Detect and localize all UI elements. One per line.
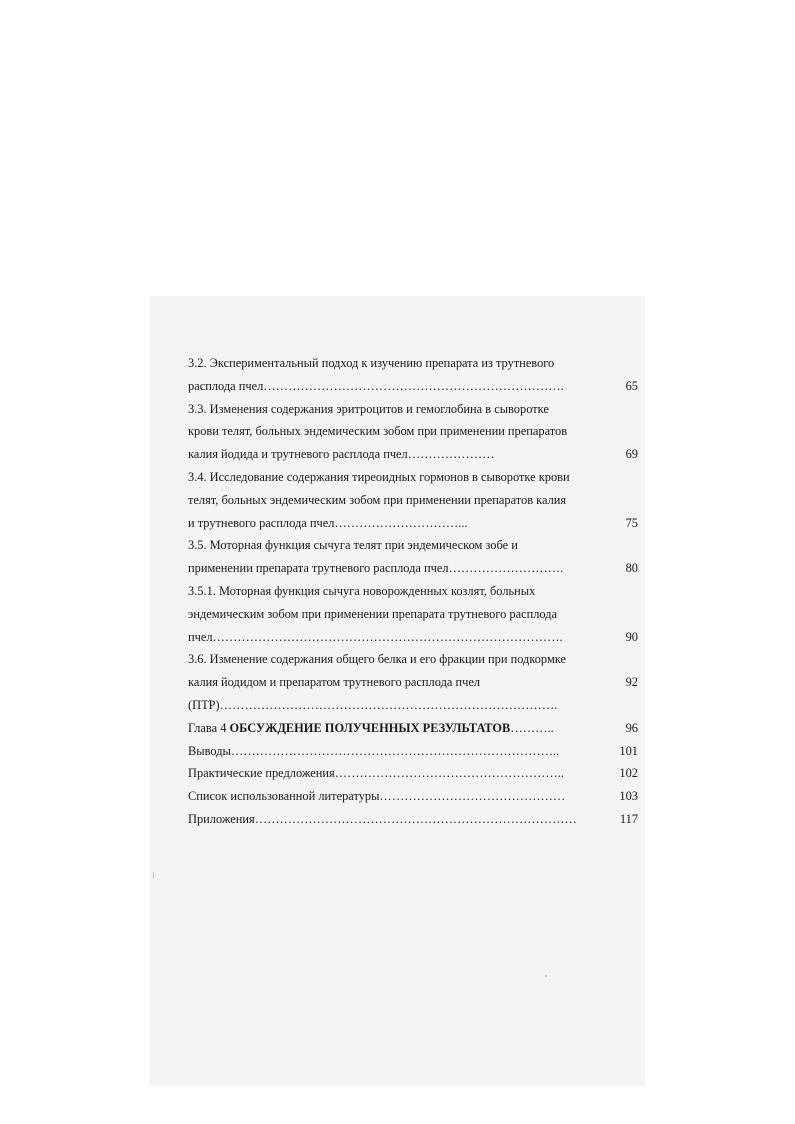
toc-page-number: 80 (625, 561, 638, 576)
scan-speck (153, 872, 154, 878)
toc-line (188, 694, 640, 717)
toc-entry-text: Выводы…………………………………………………………………….. (188, 743, 560, 758)
toc-entry-text: 3.4. Исследование содержания тиреоидных гормонов в сыворотке крови (188, 469, 570, 484)
toc-line (188, 420, 640, 443)
toc-line (188, 375, 640, 398)
toc-line (188, 489, 640, 512)
toc-line (188, 466, 640, 489)
toc-page-number: 101 (619, 743, 638, 758)
toc-line (188, 512, 640, 535)
toc-entry-text: эндемическим зобом при применении препарата трутневого расплода (188, 606, 558, 621)
toc-line (188, 398, 640, 421)
toc-line (188, 534, 640, 557)
toc-line (188, 762, 640, 785)
toc-entry-text: Практические предложения……………………………………………….. (188, 766, 564, 781)
toc-line (188, 648, 640, 671)
toc-entry-text: калия йодидом и препаратом трутневого расплода пчел (188, 675, 481, 690)
toc-line (188, 603, 640, 626)
toc-page-number: 65 (625, 378, 638, 393)
toc-entry-text: и трутневого расплода пчел…………………………... (188, 515, 468, 530)
toc-line (188, 352, 640, 375)
toc-entry-text: расплода пчел………………………………………………………………. (188, 378, 564, 393)
toc-entry-text: телят, больных эндемическим зобом при применении препаратов калия (188, 492, 567, 507)
toc-entry-text: 3.5. Моторная функция сычуга телят при эндемическом зобе и (188, 538, 518, 553)
toc-chapter-entry (188, 717, 554, 740)
toc-line (188, 671, 640, 694)
toc-entry-text: пчел…………………………………………………………………………. (188, 629, 563, 644)
toc-entry-text: 3.2. Экспериментальный подход к изучению препарата из трутневого (188, 356, 555, 370)
toc-line (188, 580, 640, 603)
toc-page-number: 103 (619, 789, 638, 804)
toc-entry-text: 3.3. Изменения содержания эритроцитов и гемоглобина в сыворотке (188, 401, 549, 416)
toc-line (188, 808, 640, 831)
toc-entry-text: калия йодида и трутневого расплода пчел………………… (188, 447, 495, 462)
toc-entry-text: крови телят, больных эндемическим зобом при применении препаратов (188, 424, 568, 439)
toc-page-number: 117 (619, 811, 638, 826)
table-of-contents (188, 352, 640, 831)
toc-page-number: 102 (619, 766, 638, 781)
toc-page-number: 92 (625, 675, 638, 690)
toc-entry-text: (ПТР)………………………………………………………………………. (188, 697, 558, 712)
toc-line (188, 626, 640, 649)
toc-line (188, 557, 640, 580)
toc-page-number: 90 (625, 629, 638, 644)
toc-entry-text: 3.5.1. Моторная функция сычуга новорожденных козлят, больных (188, 583, 536, 598)
toc-entry-text: Приложения…………………………………………………………………… (188, 811, 577, 826)
toc-line (188, 740, 640, 763)
toc-entry-text: 3.6. Изменение содержания общего белка и его фракции при подкормке (188, 652, 566, 667)
chapter-title: ОБСУЖДЕНИЕ ПОЛУЧЕННЫХ РЕЗУЛЬТАТОВ (229, 720, 511, 735)
chapter-dots: ……….. (510, 720, 554, 735)
toc-page-number: 69 (625, 447, 638, 462)
toc-entry-text: Список использованной литературы……………………………………… (188, 789, 566, 804)
toc-line (188, 443, 640, 466)
toc-page-number: 96 (625, 720, 638, 735)
toc-page-number: 75 (625, 515, 638, 530)
toc-chapter-4 (188, 717, 640, 740)
toc-entry-text: применении препарата трутневого расплода пчел………………………. (188, 561, 564, 576)
scan-speck (545, 975, 547, 977)
toc-line (188, 785, 640, 808)
chapter-prefix: Глава 4 (188, 720, 230, 735)
